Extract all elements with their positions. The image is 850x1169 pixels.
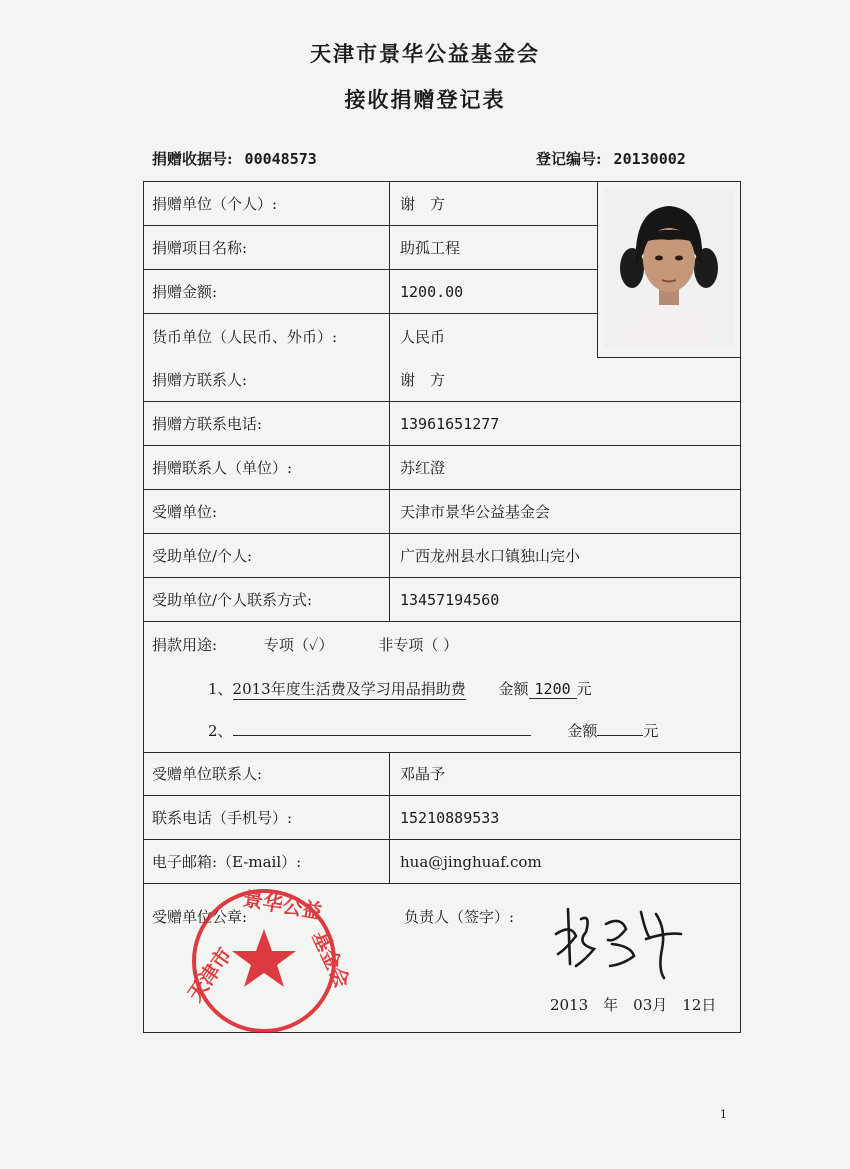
- usage-nonspecial-option: 非专项（ ）: [378, 636, 459, 654]
- row-value: 谢 方: [400, 195, 446, 213]
- row-label: 受赠单位:: [144, 490, 390, 533]
- receipt-value: 00048573: [244, 150, 317, 168]
- svg-text:景华公益: 景华公益: [241, 886, 325, 924]
- register-label: 登记编号:: [536, 150, 602, 168]
- document-title: 天津市景华公益基金会: [310, 42, 540, 66]
- usage-item1-amount: 1200: [529, 680, 577, 699]
- form-row-recipient-org: [144, 490, 740, 534]
- usage-special-option: 专项（✓）: [263, 636, 334, 654]
- row-label: 捐赠方联系电话:: [144, 402, 390, 445]
- seal-label: 受赠单位公章:: [152, 908, 248, 926]
- row-label: 货币单位（人民币、外币）:: [144, 314, 390, 358]
- row-value: 助孤工程: [400, 239, 461, 257]
- donor-photo: [604, 188, 734, 348]
- usage-item1-amount-label: 金额: [498, 680, 529, 698]
- row-value: 1200.00: [400, 282, 464, 301]
- form-row-beneficiary: [144, 534, 740, 578]
- row-label: 捐赠方联系人:: [144, 358, 390, 401]
- form-row-beneficiary-contact: [144, 578, 740, 622]
- row-value: 邓晶予: [400, 765, 446, 783]
- row-label: 受助单位/个人:: [144, 534, 390, 577]
- form-row-project: [144, 226, 597, 270]
- row-label: 联系电话（手机号）:: [144, 796, 390, 839]
- sign-date: 2013 年 03月 12日: [550, 996, 717, 1014]
- signature: [546, 894, 696, 984]
- row-value: 13457194560: [400, 590, 500, 609]
- register-number: [536, 148, 686, 169]
- donation-usage-section: [144, 622, 740, 753]
- row-value: 苏红澄: [400, 459, 446, 477]
- donation-form: [143, 181, 741, 1033]
- signer-label: 负责人（签字）:: [404, 908, 515, 926]
- form-row-donor: [144, 182, 597, 226]
- row-value: 13961651277: [400, 414, 500, 433]
- row-label: 捐赠金额:: [144, 270, 390, 313]
- form-row-amount: [144, 270, 597, 314]
- usage-label: 捐款用途:: [152, 636, 218, 654]
- form-row-email: [144, 840, 740, 884]
- row-value: 谢 方: [400, 371, 446, 389]
- receipt-number: [152, 148, 317, 169]
- row-value: 15210889533: [400, 808, 500, 827]
- usage-item2-blank: [233, 735, 531, 736]
- row-label: 捐赠项目名称:: [144, 226, 390, 269]
- form-row-donor-phone: [144, 402, 740, 446]
- form-row-donation-contact-unit: [144, 446, 740, 490]
- usage-item1-number: 1、: [208, 680, 233, 698]
- row-value: 人民币: [400, 327, 446, 346]
- seal-signature-section: [144, 884, 740, 1032]
- register-value: 20130002: [613, 150, 686, 168]
- row-value: hua@jinghuaf.com: [400, 852, 542, 871]
- row-label: 捐赠联系人（单位）:: [144, 446, 390, 489]
- row-value: 广西龙州县水口镇独山完小: [400, 547, 581, 565]
- row-label: 捐赠单位（个人）:: [144, 182, 390, 225]
- row-label: 电子邮箱:（E-mail）:: [144, 840, 390, 883]
- form-row-currency: [144, 314, 597, 358]
- row-value: 天津市景华公益基金会: [400, 503, 551, 521]
- document-subtitle: 接收捐赠登记表: [344, 88, 506, 112]
- usage-item2-amount-blank: [597, 735, 643, 736]
- row-label: 受赠单位联系人:: [144, 752, 390, 795]
- usage-item1-text: 2013年度生活费及学习用品捐助费: [232, 680, 466, 698]
- usage-item1-unit: 元: [576, 680, 592, 698]
- form-row-donor-contact: [144, 358, 740, 402]
- usage-item2-number: 2、: [208, 722, 233, 740]
- form-row-recipient-phone: [144, 796, 740, 840]
- official-seal: [182, 883, 355, 1033]
- receipt-label: 捐赠收据号:: [152, 150, 233, 168]
- form-row-recipient-contact: [144, 752, 740, 796]
- svg-text:基金会: 基金会: [307, 926, 355, 992]
- photo-cell: [597, 182, 740, 358]
- usage-item2-unit: 元: [643, 722, 659, 740]
- svg-text:天津市: 天津市: [182, 942, 237, 1006]
- page-number: 1: [720, 1108, 727, 1121]
- usage-item2-amount-label: 金额: [567, 722, 598, 740]
- row-label: 受助单位/个人联系方式:: [144, 578, 390, 621]
